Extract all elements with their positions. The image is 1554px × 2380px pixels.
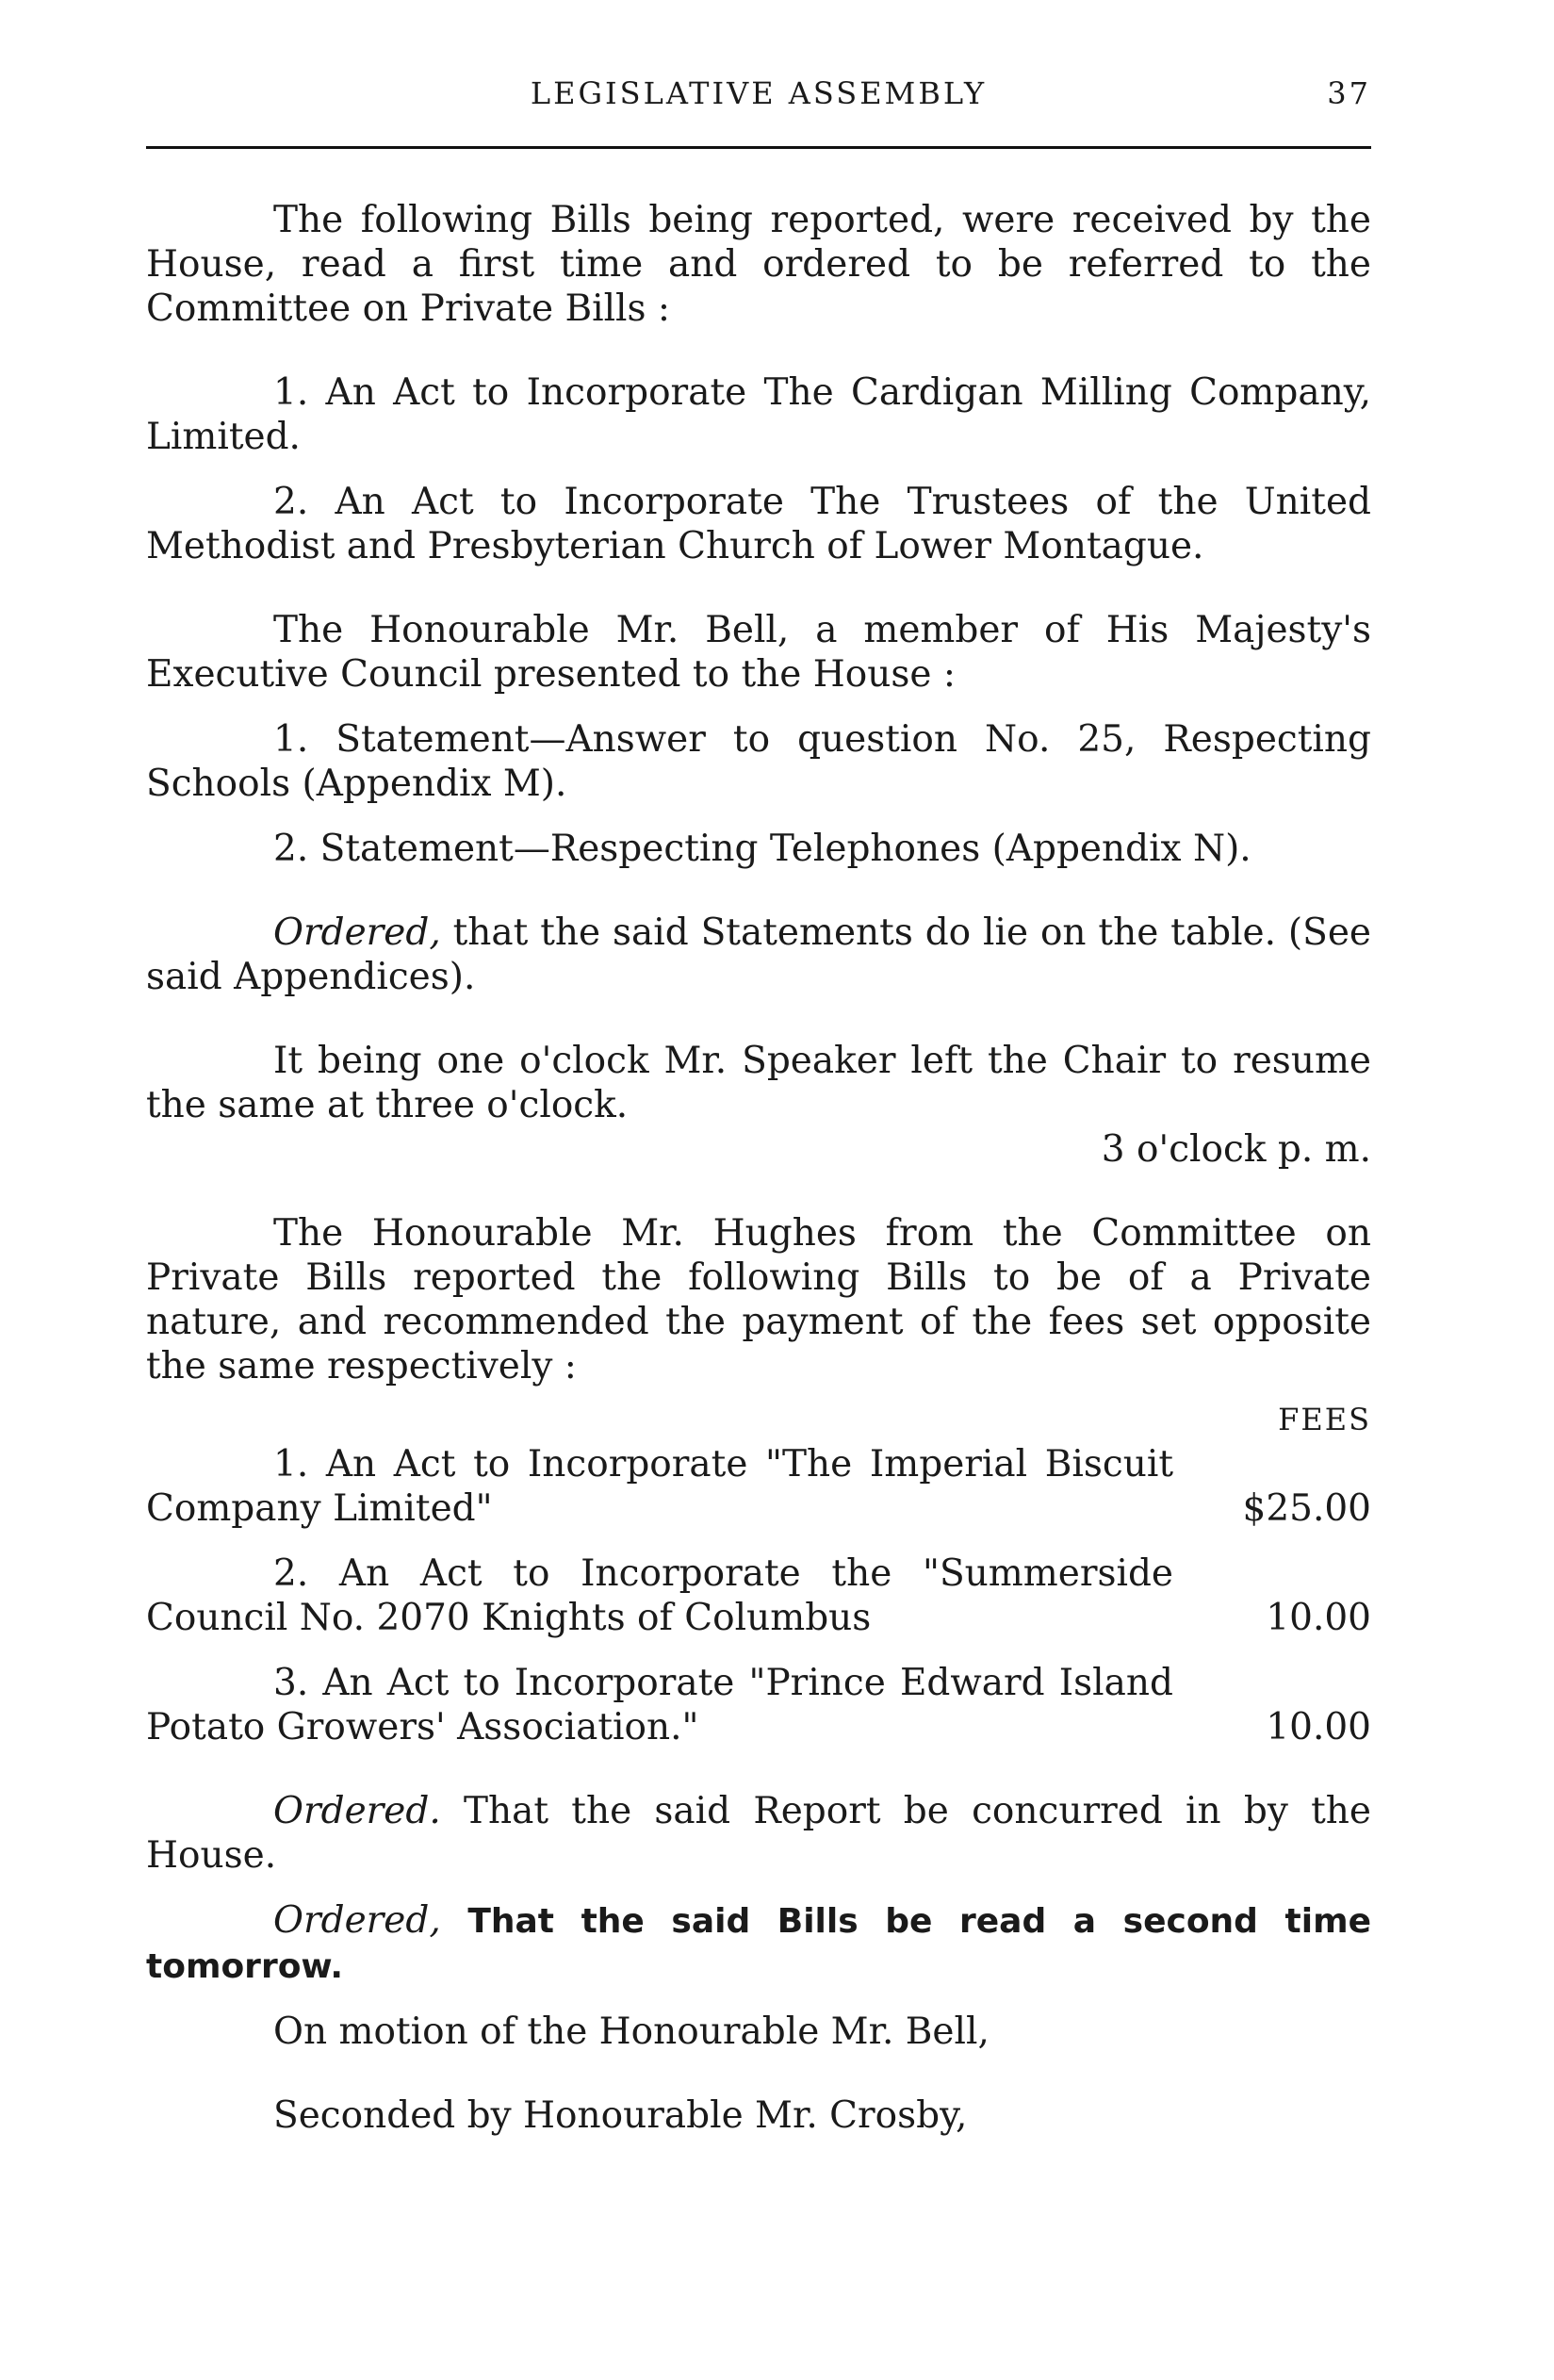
fees-list [146,1442,1371,1749]
ordered-text: That the said Report be concurred in by the House. [146,1790,1371,1877]
fee-row [146,1442,1371,1531]
header-rule [146,146,1371,149]
ordered-label: Ordered. [273,1790,441,1832]
bill-item-cardigan: 1. An Act to Incorporate The Cardigan Milling Company, Limited. [146,371,1371,458]
fee-item-text: 1. An Act to Incorporate "The Imperial Biscuit Company Limited" [146,1443,1173,1530]
running-header [146,75,1371,123]
fee-row [146,1551,1371,1640]
statement-item-telephones: 2. Statement—Respecting Telephones (Appendix N). [273,828,1251,870]
fee-item-amount: 10.00 [1266,1706,1371,1748]
paragraph-ordered-statements [146,911,1371,999]
header-title: LEGISLATIVE ASSEMBLY [530,75,988,111]
document-page [146,0,1371,2380]
paragraph-report-concurred [146,1789,1371,1878]
fee-item-amount: $25.00 [1242,1487,1371,1530]
fee-row [146,1661,1371,1749]
fees-heading: FEES [1278,1402,1371,1437]
fee-item-amount: 10.00 [1266,1597,1371,1639]
paragraph-motion: On motion of the Honourable Mr. Bell, [273,2011,990,2053]
fee-item-text: 2. An Act to Incorporate the "Summerside Council No. 2070 Knights of Columbus [146,1552,1173,1639]
ordered-text: That the said Bills be read a second time tomorrow. [146,1902,1371,1986]
paragraph-committee-report: The Honourable Mr. Hughes from the Committee on Private Bills reported the following Bills to be of a Private nature, and recommended the payment of the fees set opposite the same respectively : [146,1212,1371,1387]
bill-item-trustees: 2. An Act to Incorporate The Trustees of the United Methodist and Presbyterian Church of Lower Montague. [146,481,1371,567]
paragraph-bills-reported: The following Bills being reported, were received by the House, read a first time and ordered to be referred to the Committee on Private Bills : [146,199,1371,330]
time-marker: 3 o'clock p. m. [1101,1128,1371,1171]
paragraph-speaker-left: It being one o'clock Mr. Speaker left the Chair to resume the same at three o'clock. [146,1040,1371,1126]
ordered-label: Ordered, [273,1899,441,1942]
paragraph-second-reading [146,1898,1371,1989]
fee-item-text: 3. An Act to Incorporate "Prince Edward Island Potato Growers' Association." [146,1662,1173,1748]
page-body [146,198,1371,2138]
paragraph-council-presented: The Honourable Mr. Bell, a member of His Majesty's Executive Council presented to the House : [146,609,1371,696]
page-number: 37 [1327,75,1371,111]
ordered-label: Ordered, [273,911,441,954]
statement-item-schools: 1. Statement—Answer to question No. 25, Respecting Schools (Appendix M). [146,718,1371,805]
paragraph-seconded: Seconded by Honourable Mr. Crosby, [273,2094,968,2137]
ordered-text: that the said Statements do lie on the table. (See said Appendices). [146,911,1371,998]
